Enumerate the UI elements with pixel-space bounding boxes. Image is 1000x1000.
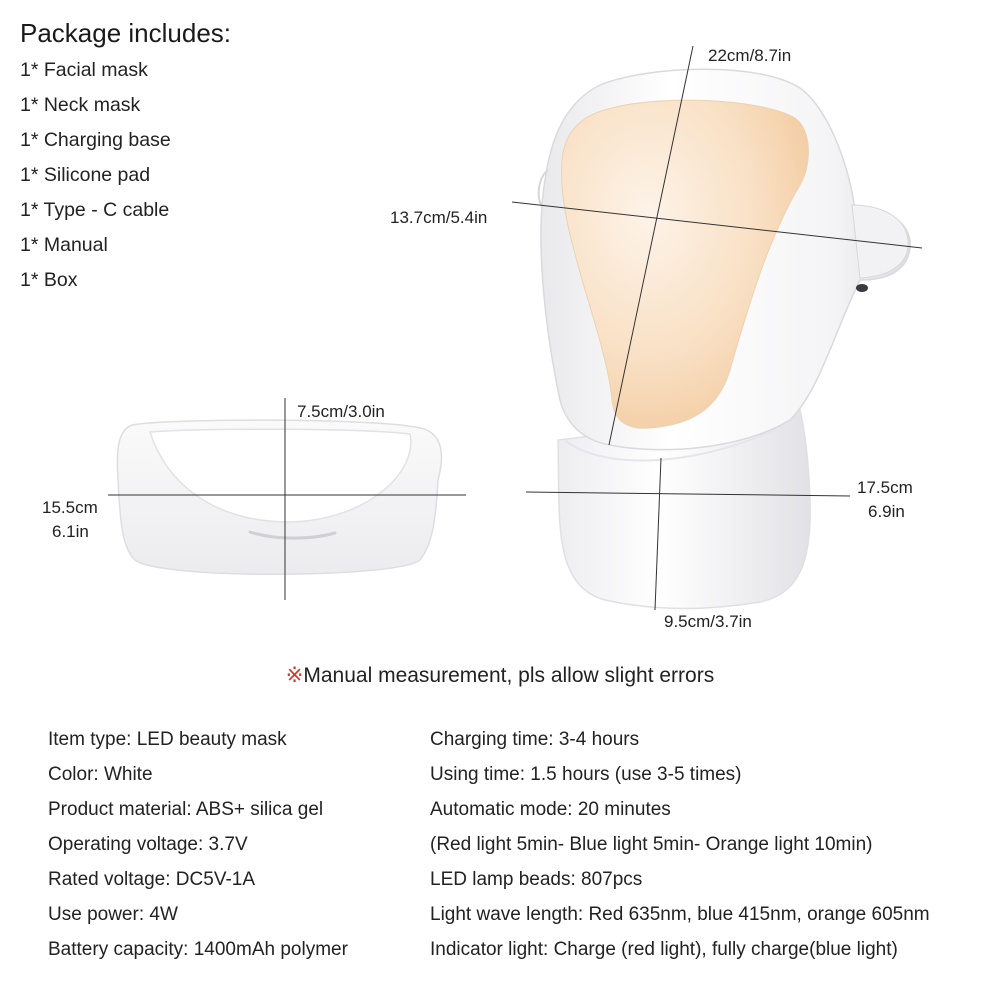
package-title: Package includes:: [20, 18, 232, 48]
package-item: 1* Box: [20, 269, 78, 291]
package-item: 1* Silicone pad: [20, 164, 151, 186]
spec-item: Charging time: 3-4 hours: [430, 729, 640, 750]
spec-item: Use power: 4W: [48, 904, 178, 925]
specs-right: [430, 727, 930, 972]
base-width-cm-label: 15.5cm: [42, 498, 98, 517]
package-item: 1* Type - C cable: [20, 199, 170, 221]
neck-width-cm-label: 17.5cm: [857, 478, 913, 497]
spec-item: Automatic mode: 20 minutes: [430, 799, 671, 820]
spec-item: Operating voltage: 3.7V: [48, 834, 248, 855]
spec-item: Light wave length: Red 635nm, blue 415nm, orange 605nm: [430, 904, 930, 925]
package-list: [20, 57, 171, 302]
spec-item: Color: White: [48, 764, 153, 785]
mask-height-label: 22cm/8.7in: [708, 46, 792, 65]
mask-width-label: 13.7cm/5.4in: [390, 208, 488, 227]
base-height-label: 7.5cm/3.0in: [297, 402, 385, 421]
spec-item: (Red light 5min- Blue light 5min- Orange light 10min): [430, 834, 873, 855]
package-item: 1* Facial mask: [20, 59, 148, 81]
package-item: 1* Manual: [20, 234, 108, 256]
measurement-note: [0, 663, 1000, 688]
spec-item: LED lamp beads: 807pcs: [430, 869, 643, 890]
neck-bottom-label: 9.5cm/3.7in: [664, 612, 752, 631]
base-width-in-label: 6.1in: [52, 522, 89, 541]
measurement-note-text: Manual measurement, pls allow slight errors: [303, 664, 715, 687]
spec-item: Indicator light: Charge (red light), fully charge(blue light): [430, 939, 898, 960]
spec-item: Item type: LED beauty mask: [48, 729, 287, 750]
package-item: 1* Charging base: [20, 129, 171, 151]
neck-width-in-label: 6.9in: [868, 502, 905, 521]
spec-item: Battery capacity: 1400mAh polymer: [48, 939, 348, 960]
package-item: 1* Neck mask: [20, 94, 141, 116]
charging-base: [117, 420, 441, 574]
specs-left: [48, 727, 348, 972]
spec-item: Product material: ABS+ silica gel: [48, 799, 324, 820]
spec-item: Rated voltage: DC5V-1A: [48, 869, 256, 890]
reference-mark-icon: ※: [285, 664, 304, 687]
spec-item: Using time: 1.5 hours (use 3-5 times): [430, 764, 742, 785]
